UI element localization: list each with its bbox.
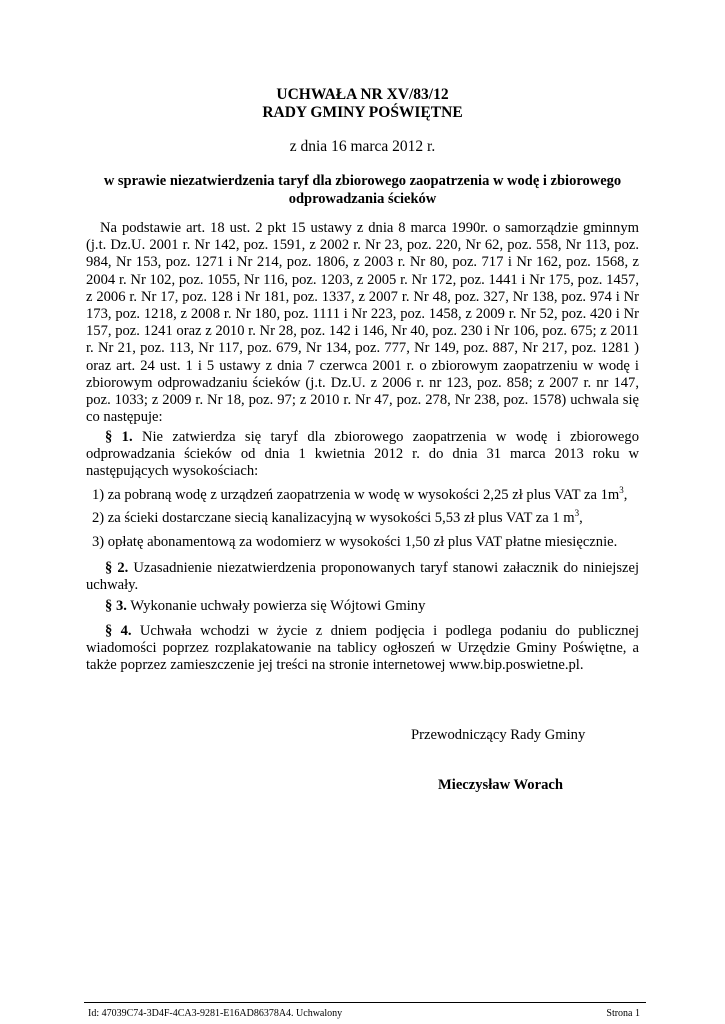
resolution-date: z dnia 16 marca 2012 r. <box>289 138 436 155</box>
subject-line-1: w sprawie niezatwierdzenia taryf dla zbiorowego zaopatrzenia w wodę i zbiorowego <box>103 173 622 189</box>
resolution-title <box>0 86 725 122</box>
signatory-name: Mieczysław Worach <box>438 777 563 793</box>
footer-document-id: Id: 47039C74-3D4F-4CA3-9281-E16AD86378A4. Uchwalony <box>88 1008 343 1019</box>
tariff-item-text: 3) opłatę abonamentową za wodomierz w wysokości 1,50 zł plus VAT płatne miesięcznie. <box>92 534 618 550</box>
section-2-paragraph <box>86 560 639 594</box>
section-4-mark: § 4. <box>105 623 132 639</box>
tariff-item-tail: , <box>623 487 628 503</box>
section-4-paragraph <box>86 623 639 675</box>
footer-divider <box>84 1002 646 1003</box>
tariff-item-sup: 3 <box>619 485 624 496</box>
tariff-item-sup: 3 <box>574 508 580 519</box>
subject-line-2: odprowadzania ścieków <box>288 191 437 207</box>
legal-basis-paragraph: Na podstawie art. 18 ust. 2 pkt 15 ustawy z dnia 8 marca 1990r. o samorządzie gminnym (j.t. Dz.U. 2001 r. Nr 142, poz. 1591, z 2002 r. Nr 23, poz. 220, Nr 62, poz. 558, Nr 113, poz. 984, Nr 153, poz. 1271 i Nr 214, poz. 1806, z 2003 r. Nr 80, poz. 717 i Nr 162, poz. 1568, z 2004 r. Nr 102, poz. 1055, Nr 116, poz. 1203, z 2005 r. Nr 172, poz. 1441 i Nr 175, poz. 1457, z 2006 r. Nr 17, poz. 128 i Nr 181, poz. 1337, z 2007 r. Nr 48, poz. 327, Nr 138, poz. 974 i Nr 173, poz. 1218, z 2008 r. Nr 180, poz. 1111 i Nr 223, poz. 1458, z 2009 r. Nr 52, poz. 420 i Nr 157, poz. 1241 oraz z 2010 r. Nr 28, poz. 142 i 146, Nr 40, poz. 230 i Nr 106, poz. 675; z 2011 r. Nr 21, poz. 113, Nr 117, poz. 679, Nr 134, poz. 777, Nr 149, poz. 887, Nr 217, poz. 1281 ) oraz art. 24 ust. 1 i 5 ustawy z dnia 7 czerwca 2001 r. o zbiorowym zaopatrzeniu w wodę i zbiorowym odprowadzaniu ścieków (j.t. Dz.U. z 2006 r. nr 123, poz. 858; z 2007 r. nr 147, poz. 1033; z 2009 r. Nr 18, poz. 97; z 2010 r. Nr 47, poz. 278, Nr 238, poz. 1578) uchwala się co następuje: <box>86 220 639 426</box>
title-line-1: UCHWAŁA NR XV/83/12 <box>276 86 449 103</box>
footer-page-number: Strona 1 <box>606 1008 640 1019</box>
tariff-item-text: 1) za pobraną wodę z urządzeń zaopatrzenia w wodę w wysokości 2,25 zł plus VAT za 1m <box>92 487 620 503</box>
section-1-paragraph <box>86 429 639 481</box>
section-2-mark: § 2. <box>105 560 129 576</box>
section-1-text: Nie zatwierdza się taryf dla zbiorowego zaopatrzenia w wodę i zbiorowego odprowadzania ścieków od dnia 1 kwietnia 2012 r. do dnia 31 marca 2013 roku w następujących wysokościach: <box>86 429 639 480</box>
tariff-item-text: 2) za ścieki dostarczane siecią kanalizacyjną w wysokości 5,53 zł plus VAT za 1 m <box>92 510 575 526</box>
tariff-item-water <box>92 487 652 504</box>
resolution-subject <box>0 172 725 208</box>
section-2-text: Uzasadnienie niezatwierdzenia proponowanych taryf stanowi załacznik do niniejszej uchwały. <box>86 560 640 594</box>
tariff-item-subscription <box>92 534 652 551</box>
section-3-mark: § 3. <box>105 598 127 614</box>
title-line-2: RADY GMINY POŚWIĘTNE <box>262 104 463 121</box>
signatory-title: Przewodniczący Rady Gminy <box>411 727 586 743</box>
tariff-item-tail: , <box>579 510 583 526</box>
section-3-text: Wykonanie uchwały powierza się Wójtowi Gminy <box>130 598 426 614</box>
tariff-item-sewage <box>92 510 652 527</box>
section-3-paragraph <box>86 598 639 615</box>
section-4-text: Uchwała wchodzi w życie z dniem podjęcia i podlega podaniu do publicznej wiadomości poprzez rozplakatowanie na tablicy ogłoszeń w Urzędzie Gminy Poświętne, a także poprzez zamieszczenie jej treści na stronie internetowej www.bip.poswietne.pl. <box>86 623 640 674</box>
section-1-mark: § 1. <box>105 429 133 445</box>
